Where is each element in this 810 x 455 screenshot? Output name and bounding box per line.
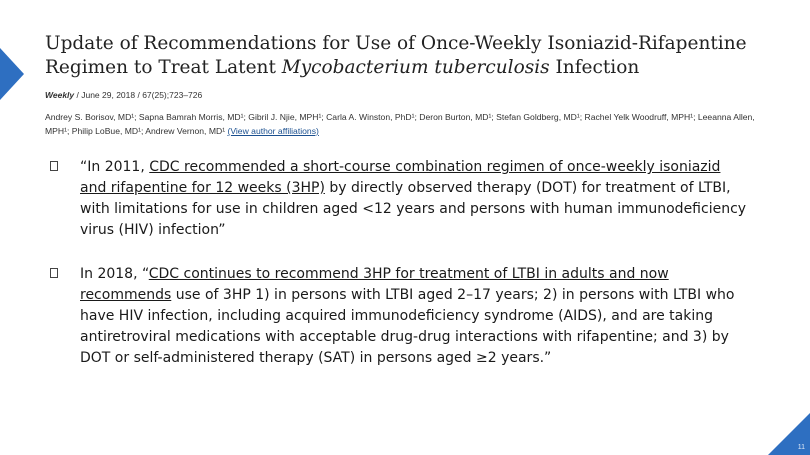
bullet-underlined: CDC continues to recommend 3HP for treatment of LTBI in adults and now recommends — [80, 266, 669, 303]
title-part1: Update of Recommendations for Use of Once-Weekly Isoniazid-Rifapentine Regimen to Treat Latent — [45, 33, 747, 78]
journal-name: Weekly — [45, 90, 75, 100]
bullet-text — [80, 264, 750, 369]
bullet-item-2011 — [50, 157, 750, 241]
bullet-underlined: CDC recommended a short-course combination regimen of once-weekly isoniazid and rifapentine for 12 weeks (3HP) — [80, 159, 721, 196]
authors-text: Andrey S. Borisov, MD¹; Sapna Bamrah Morris, MD¹; Gibril J. Njie, MPH¹; Carla A. Winston, PhD¹; Deron Burton, MD¹; Stefan Goldberg, MD¹; Rachel Yelk Woodruff, MPH¹; Leeanna Allen, MPH¹; Philip LoBue, MD¹; Andrew Vernon, MD¹ — [45, 112, 755, 136]
bullet-item-2018 — [50, 264, 750, 369]
bullet-pre: “In 2011, — [80, 159, 150, 175]
bullet-box-icon — [50, 268, 58, 278]
bullet-post: use of 3HP 1) in persons with LTBI aged 2–17 years; 2) in persons with LTBI who have HIV infection, including acquired immunodeficiency syndrome (AIDS), and are taking antiretroviral medications with acceptable drug-drug interactions with rifapentine; and 3) by DOT or self-administered therapy (SAT) in persons aged ≥2 years.” — [80, 287, 735, 366]
bullet-pre: In 2018, “ — [80, 266, 149, 282]
publication-details: / June 29, 2018 / 67(25);723–726 — [74, 90, 203, 100]
title-part2: Infection — [549, 57, 640, 78]
bullet-box-icon — [50, 161, 58, 171]
view-affiliations-link[interactable]: (View author affiliations) — [227, 126, 319, 136]
title-italic: Mycobacterium tuberculosis — [281, 57, 550, 78]
author-list — [45, 110, 765, 138]
bullet-post: by directly observed therapy (DOT) for treatment of LTBI, with limitations for use in children aged <12 years and persons with human immunodeficiency virus (HIV) infection” — [80, 180, 747, 238]
slide-number: 11 — [797, 444, 805, 451]
slide-title — [45, 32, 785, 80]
publication-info — [45, 90, 202, 100]
bullet-text — [80, 157, 750, 241]
left-arrow-decoration — [0, 48, 24, 100]
